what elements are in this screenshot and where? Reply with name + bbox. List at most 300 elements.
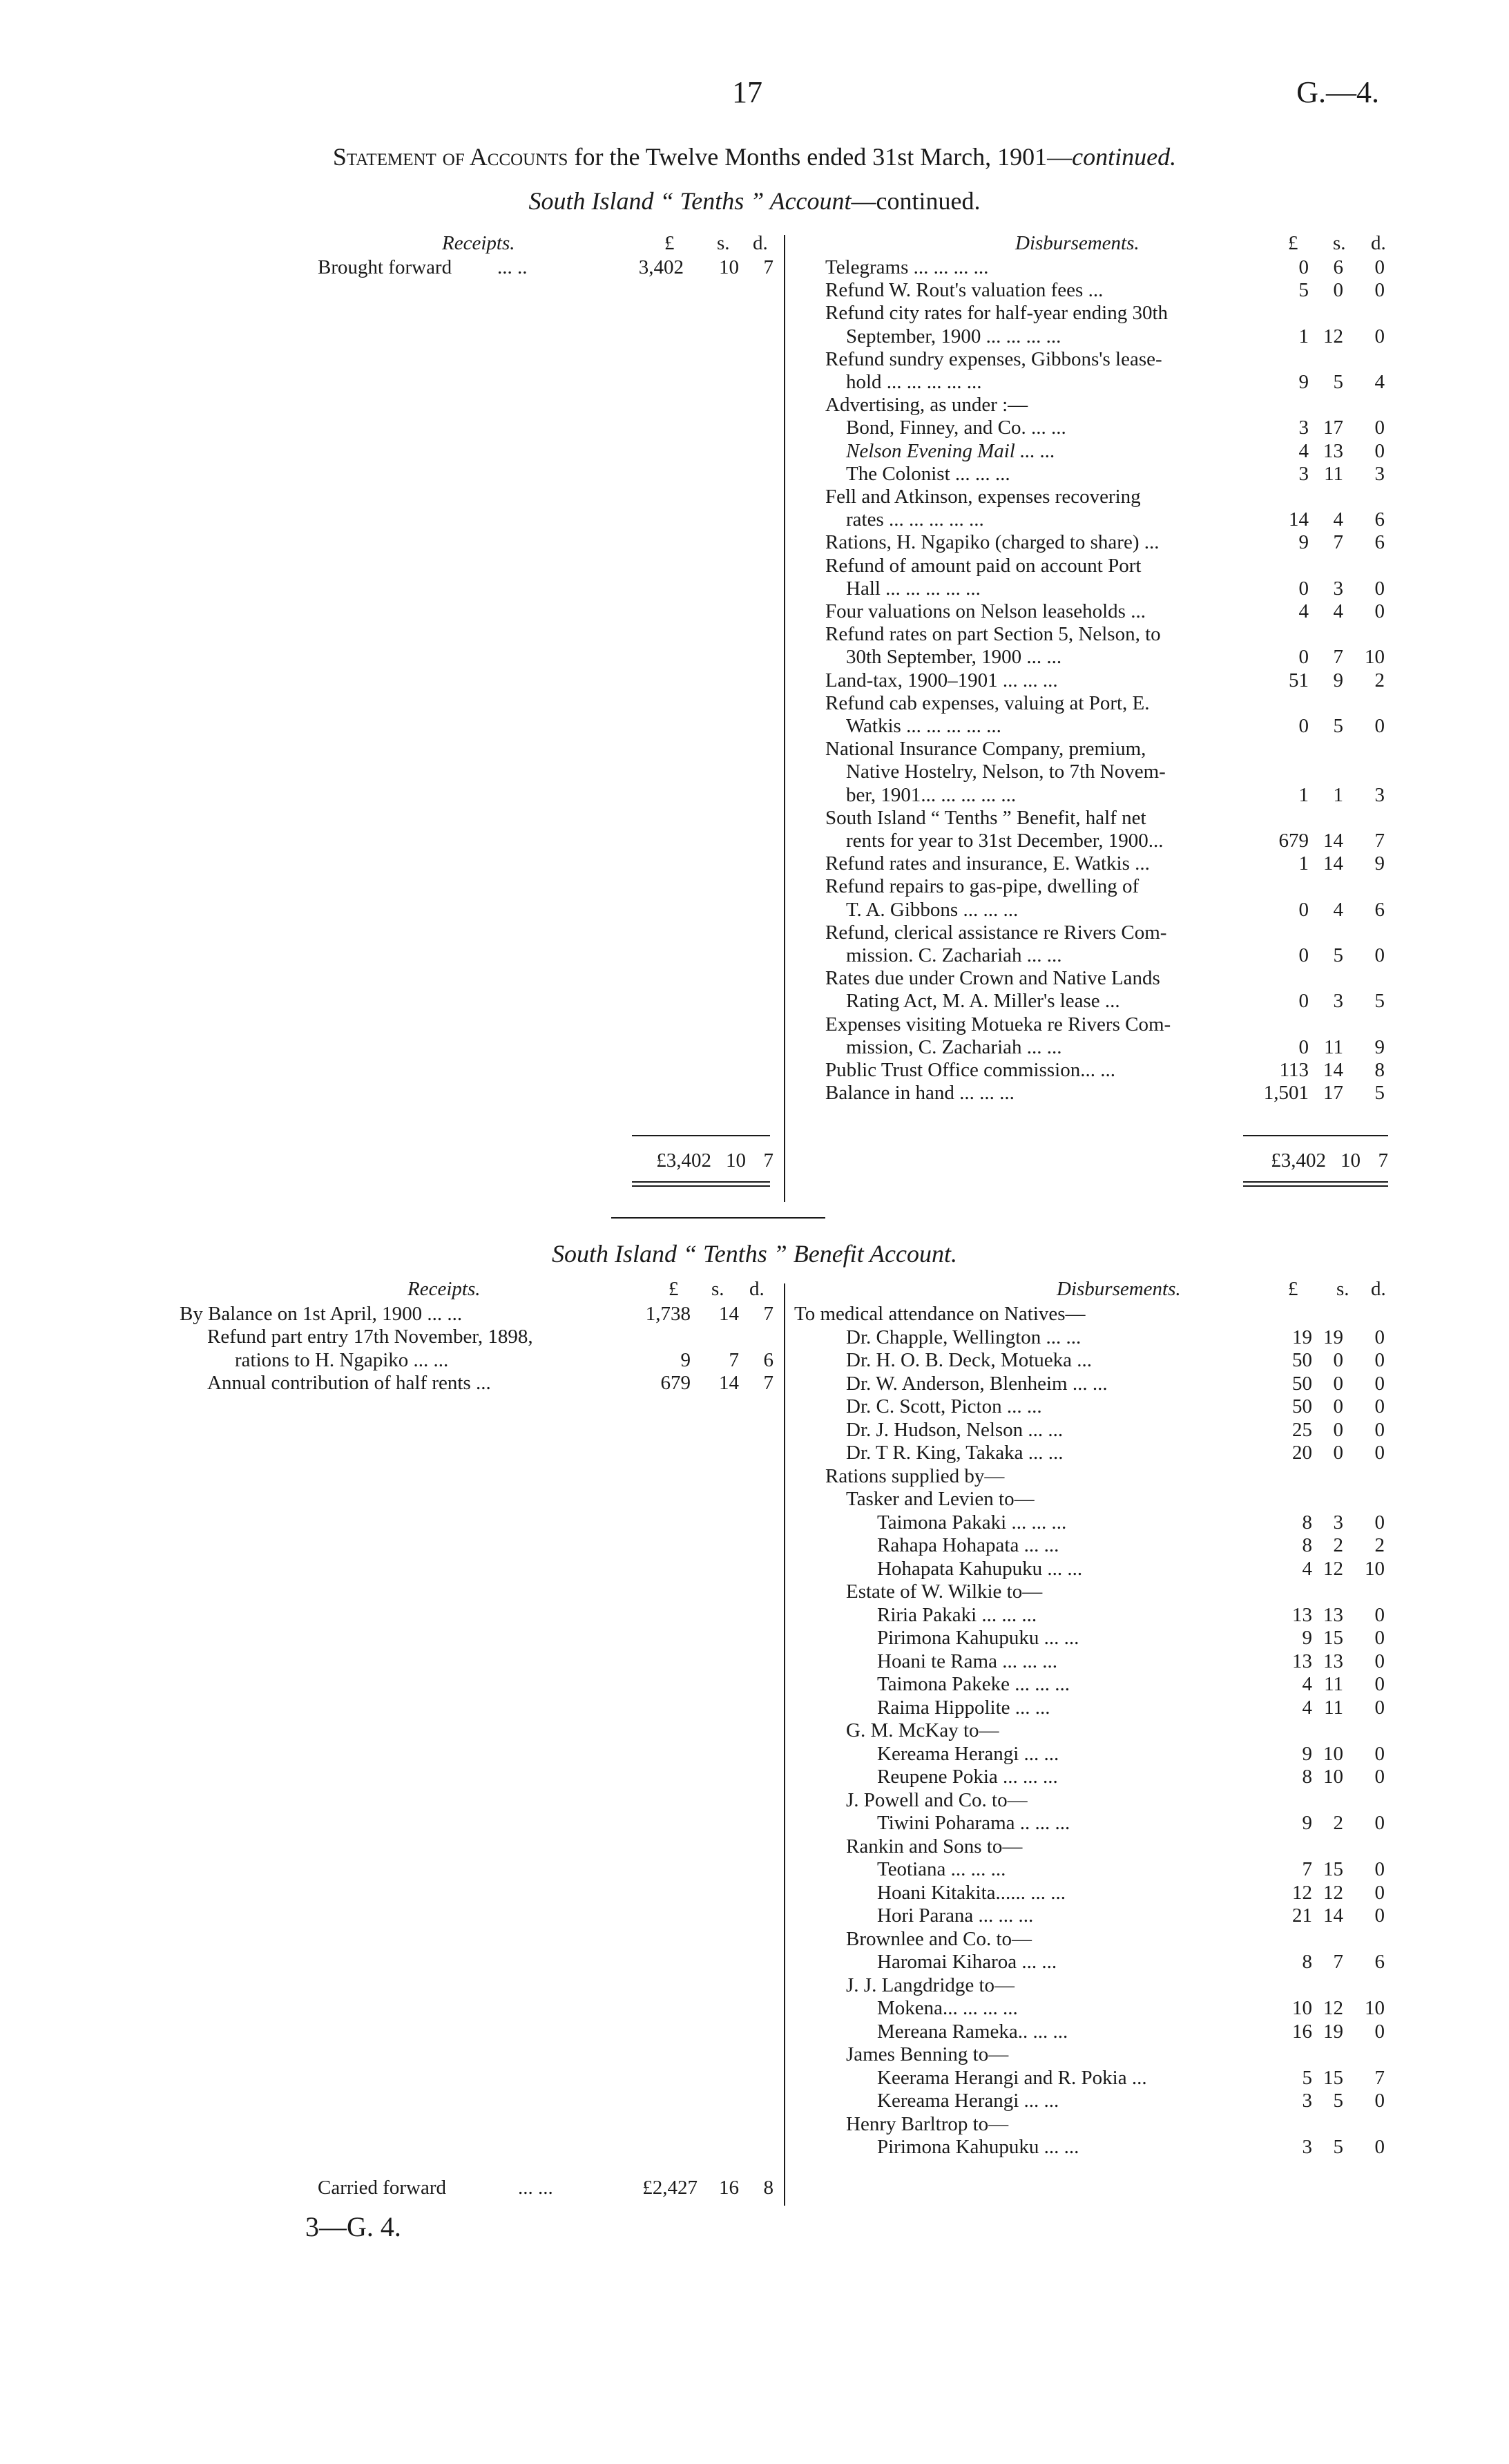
amount-shillings: 17 bbox=[1323, 1082, 1343, 1104]
disbursement-entry bbox=[794, 1765, 1388, 1788]
disbursement-entry bbox=[794, 1603, 1388, 1627]
amount-shillings: 7 bbox=[1333, 1951, 1343, 1973]
entry-label: Hoani te Rama ... ... ... bbox=[877, 1650, 1057, 1672]
amount-pounds: 13 bbox=[1292, 1650, 1312, 1672]
document-code: G.—4. bbox=[1296, 75, 1379, 109]
amount-pence: 5 bbox=[1374, 1082, 1385, 1104]
entry-label: Dr. H. O. B. Deck, Motueka ... bbox=[846, 1349, 1093, 1371]
receipt-entry bbox=[180, 1348, 773, 1372]
amount-pence: 7 bbox=[763, 256, 773, 278]
disbursement-entry-line bbox=[825, 554, 1388, 577]
disbursements-header: Disbursements. bbox=[1015, 232, 1140, 254]
amount-pence: 0 bbox=[1374, 1326, 1385, 1348]
entry-label: Balance in hand ... ... ... bbox=[825, 1082, 1015, 1104]
col-pence-header: d. bbox=[753, 232, 768, 254]
amount-pounds: 3 bbox=[1298, 463, 1309, 485]
entry-label: G. M. McKay to— bbox=[846, 1719, 999, 1741]
amount-pence: 5 bbox=[1374, 990, 1385, 1012]
entry-label: Riria Pakaki ... ... ... bbox=[877, 1604, 1037, 1626]
entry-label: Bond, Finney, and Co. ... ... bbox=[846, 417, 1066, 439]
carried-forward-dots: ... ... bbox=[518, 2177, 553, 2199]
entry-label: rates ... ... ... ... ... bbox=[846, 508, 984, 531]
disbursement-entry bbox=[825, 462, 1388, 486]
entry-label: Kereama Herangi ... ... bbox=[877, 1743, 1059, 1765]
entry-label: Refund W. Rout's valuation fees ... bbox=[825, 279, 1104, 301]
amount-pounds: 9 bbox=[1302, 1812, 1312, 1834]
entry-label: September, 1900 ... ... ... ... bbox=[846, 325, 1061, 347]
account1-heading-italic: South Island “ Tenths ” Account bbox=[528, 187, 852, 215]
entry-label: Dr. J. Hudson, Nelson ... ... bbox=[846, 1419, 1064, 1441]
disb-total-rule-bottom-2 bbox=[1243, 1185, 1388, 1187]
carried-shillings: 16 bbox=[719, 2177, 739, 2199]
entry-label: Dr. W. Anderson, Blenheim ... ... bbox=[846, 1373, 1108, 1395]
entry-label: Land-tax, 1900–1901 ... ... ... bbox=[825, 669, 1058, 691]
entry-label: Rahapa Hohapata ... ... bbox=[877, 1534, 1059, 1556]
col-pounds-header-2: £ bbox=[669, 1278, 679, 1300]
col-shillings-header: s. bbox=[717, 232, 730, 254]
amount-pence: 0 bbox=[1374, 1766, 1385, 1788]
disbursements-header-2: Disbursements. bbox=[1057, 1278, 1181, 1300]
amount-shillings: 12 bbox=[1323, 325, 1343, 347]
receipts-total bbox=[608, 1149, 773, 1172]
disb-total-rule-bottom bbox=[1243, 1181, 1388, 1183]
carried-forward bbox=[318, 2176, 773, 2199]
amount-pence: 0 bbox=[1374, 325, 1385, 347]
entry-label: rents for year to 31st December, 1900... bbox=[846, 830, 1164, 852]
amount-pence: 0 bbox=[1374, 1858, 1385, 1880]
amount-pence: 10 bbox=[1365, 1558, 1385, 1580]
entry-label: Kereama Herangi ... ... bbox=[877, 2090, 1059, 2112]
entry-label: Estate of W. Wilkie to— bbox=[846, 1580, 1043, 1603]
disbursement-entry bbox=[825, 278, 1388, 302]
disbursement-entry bbox=[794, 1927, 1388, 1951]
account1-divider bbox=[784, 235, 785, 1202]
disbursement-entry bbox=[825, 439, 1388, 463]
entry-label: Hall ... ... ... ... ... bbox=[846, 577, 981, 600]
disbursement-entry-line bbox=[825, 760, 1388, 783]
amount-pence: 7 bbox=[763, 1372, 773, 1395]
account1-heading bbox=[0, 187, 1509, 216]
total-pounds: £3,402 bbox=[656, 1149, 711, 1172]
amount-pounds: 8 bbox=[1302, 1511, 1312, 1534]
amount-pounds: 0 bbox=[1298, 715, 1309, 737]
amount-pounds: 51 bbox=[1289, 669, 1309, 691]
disbursement-entry bbox=[794, 1974, 1388, 1997]
disbursement-entry bbox=[794, 1950, 1388, 1974]
amount-pence: 0 bbox=[1374, 1697, 1385, 1719]
disbursement-entry bbox=[825, 1058, 1388, 1082]
amount-shillings: 10 bbox=[719, 256, 739, 278]
amount-pence: 0 bbox=[1374, 2136, 1385, 2158]
amount-pounds: 5 bbox=[1302, 2067, 1312, 2089]
entry-label: Refund of amount paid on account Port bbox=[825, 555, 1142, 577]
disbursement-entry bbox=[794, 1719, 1388, 1742]
disbursement-entry bbox=[794, 1788, 1388, 1812]
entry-label: Refund rates on part Section 5, Nelson, to bbox=[825, 623, 1161, 645]
entry-label: ber, 1901... ... ... ... ... bbox=[846, 784, 1017, 806]
disbursement-entry bbox=[794, 1696, 1388, 1719]
entry-label: Dr. T R. King, Takaka ... ... bbox=[846, 1442, 1064, 1464]
amount-pounds: 1 bbox=[1298, 784, 1309, 806]
amount-pounds: 8 bbox=[1302, 1951, 1312, 1973]
disbursement-entry bbox=[825, 989, 1388, 1013]
disbursement-entry-line bbox=[825, 485, 1388, 508]
amount-pounds: 50 bbox=[1292, 1373, 1312, 1395]
entry-label: Keerama Herangi and R. Pokia ... bbox=[877, 2067, 1147, 2089]
disbursement-entry bbox=[825, 1035, 1388, 1059]
title-lead: Statement of Accounts bbox=[332, 143, 568, 171]
amount-shillings: 11 bbox=[1324, 1673, 1343, 1695]
carried-pounds: £2,427 bbox=[642, 2177, 698, 2199]
amount-shillings: 15 bbox=[1323, 1627, 1343, 1649]
entry-label: Rations supplied by— bbox=[825, 1465, 1005, 1487]
entry-label: T. A. Gibbons ... ... ... bbox=[846, 899, 1019, 921]
amount-pounds: 4 bbox=[1302, 1673, 1312, 1695]
entry-label: Pirimona Kahupuku ... ... bbox=[877, 2136, 1079, 2158]
amount-pence: 0 bbox=[1374, 2090, 1385, 2112]
amount-pence: 0 bbox=[1374, 1627, 1385, 1649]
amount-pounds: 9 bbox=[680, 1348, 691, 1371]
amount-pounds: 0 bbox=[1298, 1036, 1309, 1058]
amount-pounds: 0 bbox=[1298, 944, 1309, 966]
disbursement-entry bbox=[794, 1626, 1388, 1650]
account1-heading-rest: —continued. bbox=[851, 187, 981, 215]
amount-pence: 0 bbox=[1374, 1904, 1385, 1927]
receipts-header-2: Receipts. bbox=[407, 1278, 481, 1300]
amount-pence: 4 bbox=[1374, 371, 1385, 393]
amount-pounds: 13 bbox=[1292, 1604, 1312, 1626]
amount-pounds: 9 bbox=[1302, 1743, 1312, 1765]
disbursement-entry bbox=[825, 898, 1388, 921]
disbursement-entry bbox=[825, 714, 1388, 738]
total-pounds: £3,402 bbox=[1271, 1149, 1326, 1172]
disbursement-entry bbox=[825, 1081, 1388, 1105]
amount-pounds: 21 bbox=[1292, 1904, 1312, 1927]
account2-heading bbox=[0, 1239, 1509, 1268]
disbursement-entry bbox=[794, 1580, 1388, 1603]
disbursement-entry bbox=[794, 1835, 1388, 1858]
receipts-header: Receipts. bbox=[442, 232, 515, 254]
amount-shillings: 5 bbox=[1333, 944, 1343, 966]
amount-pence: 0 bbox=[1374, 2021, 1385, 2043]
disbursement-entry bbox=[794, 1441, 1388, 1464]
disbursement-entry bbox=[794, 1372, 1388, 1395]
page-number: 17 bbox=[732, 75, 762, 109]
disbursement-entry bbox=[794, 1487, 1388, 1511]
entry-label: Mokena... ... ... ... bbox=[877, 1997, 1018, 2019]
amount-pence: 0 bbox=[1374, 279, 1385, 301]
entry-label: Public Trust Office commission... ... bbox=[825, 1059, 1115, 1081]
amount-shillings: 14 bbox=[1323, 830, 1343, 852]
receipts-total-rule-bottom-2 bbox=[632, 1185, 770, 1187]
amount-shillings: 13 bbox=[1323, 1604, 1343, 1626]
amount-shillings: 15 bbox=[1323, 2067, 1343, 2089]
receipts-total-rule-top bbox=[632, 1135, 770, 1136]
amount-shillings: 11 bbox=[1324, 1036, 1343, 1058]
entry-label: Rating Act, M. A. Miller's lease ... bbox=[846, 990, 1120, 1012]
amount-shillings: 6 bbox=[1333, 256, 1343, 278]
col-pounds-header-right: £ bbox=[1288, 232, 1298, 254]
disbursement-entry bbox=[794, 1996, 1388, 2020]
entry-label: Reupene Pokia ... ... ... bbox=[877, 1766, 1058, 1788]
carried-pence: 8 bbox=[763, 2177, 773, 2199]
disbursement-entry bbox=[825, 577, 1388, 600]
disbursement-entry bbox=[794, 2043, 1388, 2066]
disbursement-entry-line bbox=[825, 875, 1388, 898]
entry-label: Taimona Pakeke ... ... ... bbox=[877, 1673, 1070, 1695]
entry-label: Refund city rates for half-year ending 30th bbox=[825, 302, 1169, 324]
amount-pence: 6 bbox=[1374, 1951, 1385, 1973]
disbursement-entry bbox=[825, 829, 1388, 852]
receipt-entry bbox=[180, 1371, 773, 1395]
disbursement-entry-line bbox=[825, 737, 1388, 761]
amount-pounds: 19 bbox=[1292, 1326, 1312, 1348]
amount-shillings: 1 bbox=[1333, 784, 1343, 806]
amount-shillings: 14 bbox=[1323, 1059, 1343, 1081]
amount-pounds: 1 bbox=[1298, 852, 1309, 875]
amount-pence: 7 bbox=[763, 1303, 773, 1325]
amount-shillings: 10 bbox=[1323, 1766, 1343, 1788]
amount-pounds: 16 bbox=[1292, 2021, 1312, 2043]
amount-pence: 0 bbox=[1374, 1419, 1385, 1441]
amount-shillings: 5 bbox=[1333, 2090, 1343, 2112]
amount-pounds: 10 bbox=[1292, 1997, 1312, 2019]
col-shillings-header-2-right: s. bbox=[1336, 1278, 1349, 1300]
amount-shillings: 7 bbox=[1333, 531, 1343, 553]
amount-shillings: 0 bbox=[1333, 1442, 1343, 1464]
entry-label: mission. C. Zachariah ... ... bbox=[846, 944, 1062, 966]
disbursement-entry bbox=[794, 1534, 1388, 1557]
col-pounds-header: £ bbox=[664, 232, 675, 254]
amount-shillings: 5 bbox=[1333, 371, 1343, 393]
amount-pence: 2 bbox=[1374, 1534, 1385, 1556]
disbursement-entry bbox=[825, 508, 1388, 531]
entry-label: hold ... ... ... ... ... bbox=[846, 371, 982, 393]
amount-pounds: 4 bbox=[1298, 600, 1309, 622]
amount-pounds: 0 bbox=[1298, 899, 1309, 921]
amount-pence: 0 bbox=[1374, 1673, 1385, 1695]
amount-pounds: 0 bbox=[1298, 577, 1309, 600]
disbursement-entry bbox=[825, 370, 1388, 394]
amount-pence: 10 bbox=[1365, 1997, 1385, 2019]
disbursement-entry bbox=[825, 256, 1388, 279]
entry-label: Refund, clerical assistance re Rivers Com- bbox=[825, 921, 1167, 944]
disbursement-entry-line bbox=[825, 301, 1388, 325]
amount-shillings: 15 bbox=[1323, 1858, 1343, 1880]
amount-shillings: 13 bbox=[1323, 440, 1343, 462]
col-pence-header-2: d. bbox=[749, 1278, 765, 1300]
col-pence-header-2-right: d. bbox=[1371, 1278, 1386, 1300]
disbursement-entry bbox=[794, 2020, 1388, 2043]
amount-pence: 2 bbox=[1374, 669, 1385, 691]
disbursement-entry-line bbox=[825, 691, 1388, 715]
entry-label: Watkis ... ... ... ... ... bbox=[846, 715, 1001, 737]
entry-label: Dr. C. Scott, Picton ... ... bbox=[846, 1395, 1042, 1417]
col-shillings-header-right: s. bbox=[1333, 232, 1346, 254]
amount-shillings: 19 bbox=[1323, 2021, 1343, 2043]
entry-label: Dr. Chapple, Wellington ... ... bbox=[846, 1326, 1082, 1348]
amount-shillings: 9 bbox=[1333, 669, 1343, 691]
entry-label: J. J. Langdridge to— bbox=[846, 1974, 1015, 1996]
amount-pence: 6 bbox=[1374, 899, 1385, 921]
amount-pounds: 7 bbox=[1302, 1858, 1312, 1880]
entry-label: To medical attendance on Natives— bbox=[794, 1303, 1086, 1325]
amount-pence: 7 bbox=[1374, 2067, 1385, 2089]
disbursement-entry bbox=[794, 1464, 1388, 1488]
amount-pounds: 113 bbox=[1279, 1059, 1309, 1081]
disbursement-entry-line bbox=[825, 1013, 1388, 1036]
amount-pounds: 14 bbox=[1289, 508, 1309, 531]
amount-shillings: 0 bbox=[1333, 279, 1343, 301]
disbursement-entry bbox=[794, 1302, 1388, 1326]
entry-label: Hohapata Kahupuku ... ... bbox=[877, 1558, 1083, 1580]
amount-shillings: 2 bbox=[1333, 1534, 1343, 1556]
entry-label: South Island “ Tenths ” Benefit, half net bbox=[825, 807, 1146, 829]
disbursement-entry bbox=[825, 600, 1388, 623]
amount-pence: 0 bbox=[1374, 1743, 1385, 1765]
amount-pounds: 0 bbox=[1298, 256, 1309, 278]
amount-shillings: 14 bbox=[1323, 1904, 1343, 1927]
amount-pence: 6 bbox=[763, 1348, 773, 1371]
amount-shillings: 0 bbox=[1333, 1419, 1343, 1441]
disbursement-entry bbox=[794, 2112, 1388, 2136]
disbursement-entry bbox=[825, 531, 1388, 554]
total-shillings: 10 bbox=[1340, 1149, 1361, 1172]
amount-shillings: 3 bbox=[1333, 577, 1343, 600]
amount-pounds: 5 bbox=[1298, 279, 1309, 301]
amount-pence: 6 bbox=[1374, 531, 1385, 553]
section-separator bbox=[611, 1217, 825, 1219]
entry-label: Nelson Evening Mail ... ... bbox=[846, 440, 1055, 462]
amount-shillings: 3 bbox=[1333, 1511, 1343, 1534]
amount-pence: 7 bbox=[1374, 830, 1385, 852]
disbursement-entry bbox=[794, 1881, 1388, 1904]
amount-pounds: 9 bbox=[1298, 531, 1309, 553]
entry-label: Tasker and Levien to— bbox=[846, 1488, 1035, 1510]
receipts-total-rule-bottom bbox=[632, 1181, 770, 1183]
amount-pounds: 50 bbox=[1292, 1349, 1312, 1371]
entry-label: Rations, H. Ngapiko (charged to share) ... bbox=[825, 531, 1160, 553]
amount-pounds: 4 bbox=[1298, 440, 1309, 462]
entry-label: James Benning to— bbox=[846, 2043, 1009, 2065]
entry-label: Raima Hippolite ... ... bbox=[877, 1697, 1050, 1719]
amount-shillings: 5 bbox=[1333, 715, 1343, 737]
amount-pence: 0 bbox=[1374, 1604, 1385, 1626]
amount-pounds: 25 bbox=[1292, 1419, 1312, 1441]
entry-label: Fell and Atkinson, expenses recovering bbox=[825, 486, 1141, 508]
disbursement-entry bbox=[794, 1395, 1388, 1418]
amount-pence: 9 bbox=[1374, 852, 1385, 875]
amount-pence: 0 bbox=[1374, 1349, 1385, 1371]
amount-pounds: 679 bbox=[660, 1372, 691, 1395]
amount-pence: 0 bbox=[1374, 944, 1385, 966]
amount-pence: 0 bbox=[1374, 577, 1385, 600]
entry-label: rations to H. Ngapiko ... ... bbox=[235, 1348, 449, 1371]
disbursement-entry bbox=[794, 1857, 1388, 1881]
amount-pounds: 3 bbox=[1302, 2090, 1312, 2112]
entry-label: Haromai Kiharoa ... ... bbox=[877, 1951, 1057, 1973]
amount-pence: 0 bbox=[1374, 1442, 1385, 1464]
account2-heading-italic: South Island “ Tenths ” Benefit Account. bbox=[551, 1240, 957, 1268]
amount-shillings: 5 bbox=[1333, 2136, 1343, 2158]
amount-pounds: 8 bbox=[1302, 1766, 1312, 1788]
entry-label: Advertising, as under :— bbox=[825, 394, 1028, 416]
amount-shillings: 19 bbox=[1323, 1326, 1343, 1348]
amount-pence: 3 bbox=[1374, 463, 1385, 485]
amount-shillings: 14 bbox=[719, 1372, 739, 1395]
disbursement-entry bbox=[794, 1650, 1388, 1673]
amount-shillings: 11 bbox=[1324, 463, 1343, 485]
entry-label: mission, C. Zachariah ... ... bbox=[846, 1036, 1062, 1058]
amount-pounds: 4 bbox=[1302, 1697, 1312, 1719]
entry-label: Rates due under Crown and Native Lands bbox=[825, 967, 1160, 989]
entry-label: Hori Parana ... ... ... bbox=[877, 1904, 1034, 1927]
receipt-brought-forward bbox=[318, 256, 773, 279]
entry-label: Refund repairs to gas-pipe, dwelling of bbox=[825, 875, 1140, 897]
entry-label: Annual contribution of half rents ... bbox=[207, 1372, 491, 1395]
amount-pence: 0 bbox=[1374, 1511, 1385, 1534]
disbursement-entry bbox=[825, 393, 1388, 417]
amount-pence: 0 bbox=[1374, 715, 1385, 737]
disbursement-entry bbox=[794, 2066, 1388, 2090]
amount-shillings: 0 bbox=[1333, 1373, 1343, 1395]
amount-pounds: 3 bbox=[1302, 2136, 1312, 2158]
entry-label: Refund rates and insurance, E. Watkis ... bbox=[825, 852, 1150, 875]
amount-pounds: 1,501 bbox=[1263, 1082, 1309, 1104]
entry-label: Telegrams ... ... ... ... bbox=[825, 256, 989, 278]
total-pence: 7 bbox=[763, 1149, 773, 1172]
amount-pounds: 1 bbox=[1298, 325, 1309, 347]
amount-pence: 6 bbox=[1374, 508, 1385, 531]
amount-pounds: 4 bbox=[1302, 1558, 1312, 1580]
disbursement-entry bbox=[794, 1904, 1388, 1927]
amount-pence: 0 bbox=[1374, 600, 1385, 622]
disbursement-entry bbox=[794, 1742, 1388, 1766]
amount-pounds: 679 bbox=[1278, 830, 1309, 852]
amount-shillings: 2 bbox=[1333, 1812, 1343, 1834]
entry-label: National Insurance Company, premium, bbox=[825, 738, 1146, 760]
col-shillings-header-2: s. bbox=[711, 1278, 724, 1300]
amount-shillings: 12 bbox=[1323, 1997, 1343, 2019]
entry-label: Refund part entry 17th November, 1898, bbox=[207, 1326, 533, 1348]
amount-shillings: 14 bbox=[1323, 852, 1343, 875]
receipt-dots: ... .. bbox=[497, 256, 528, 278]
total-shillings: 10 bbox=[726, 1149, 746, 1172]
disbursement-entry bbox=[794, 1326, 1388, 1349]
amount-pence: 0 bbox=[1374, 1882, 1385, 1904]
disb-total-rule-top bbox=[1243, 1135, 1388, 1136]
amount-pounds: 9 bbox=[1302, 1627, 1312, 1649]
entry-label: Henry Barltrop to— bbox=[846, 2113, 1009, 2135]
receipt-entry bbox=[180, 1325, 773, 1348]
amount-pounds: 0 bbox=[1298, 990, 1309, 1012]
amount-pounds: 0 bbox=[1298, 646, 1309, 668]
entry-label: Four valuations on Nelson leaseholds ... bbox=[825, 600, 1146, 622]
amount-shillings: 4 bbox=[1333, 600, 1343, 622]
disbursement-entry bbox=[794, 1511, 1388, 1534]
amount-pounds: 3,402 bbox=[638, 256, 684, 278]
receipt-entry bbox=[180, 1302, 773, 1326]
disbursement-entry-line bbox=[825, 921, 1388, 944]
disbursement-entry-line bbox=[825, 347, 1388, 371]
amount-pence: 0 bbox=[1374, 1373, 1385, 1395]
amount-pence: 0 bbox=[1374, 417, 1385, 439]
amount-pence: 0 bbox=[1374, 256, 1385, 278]
amount-pence: 0 bbox=[1374, 1650, 1385, 1672]
entry-label: By Balance on 1st April, 1900 ... ... bbox=[180, 1303, 463, 1325]
entry-label: Refund sundry expenses, Gibbons's lease- bbox=[825, 348, 1162, 370]
amount-pence: 8 bbox=[1374, 1059, 1385, 1081]
